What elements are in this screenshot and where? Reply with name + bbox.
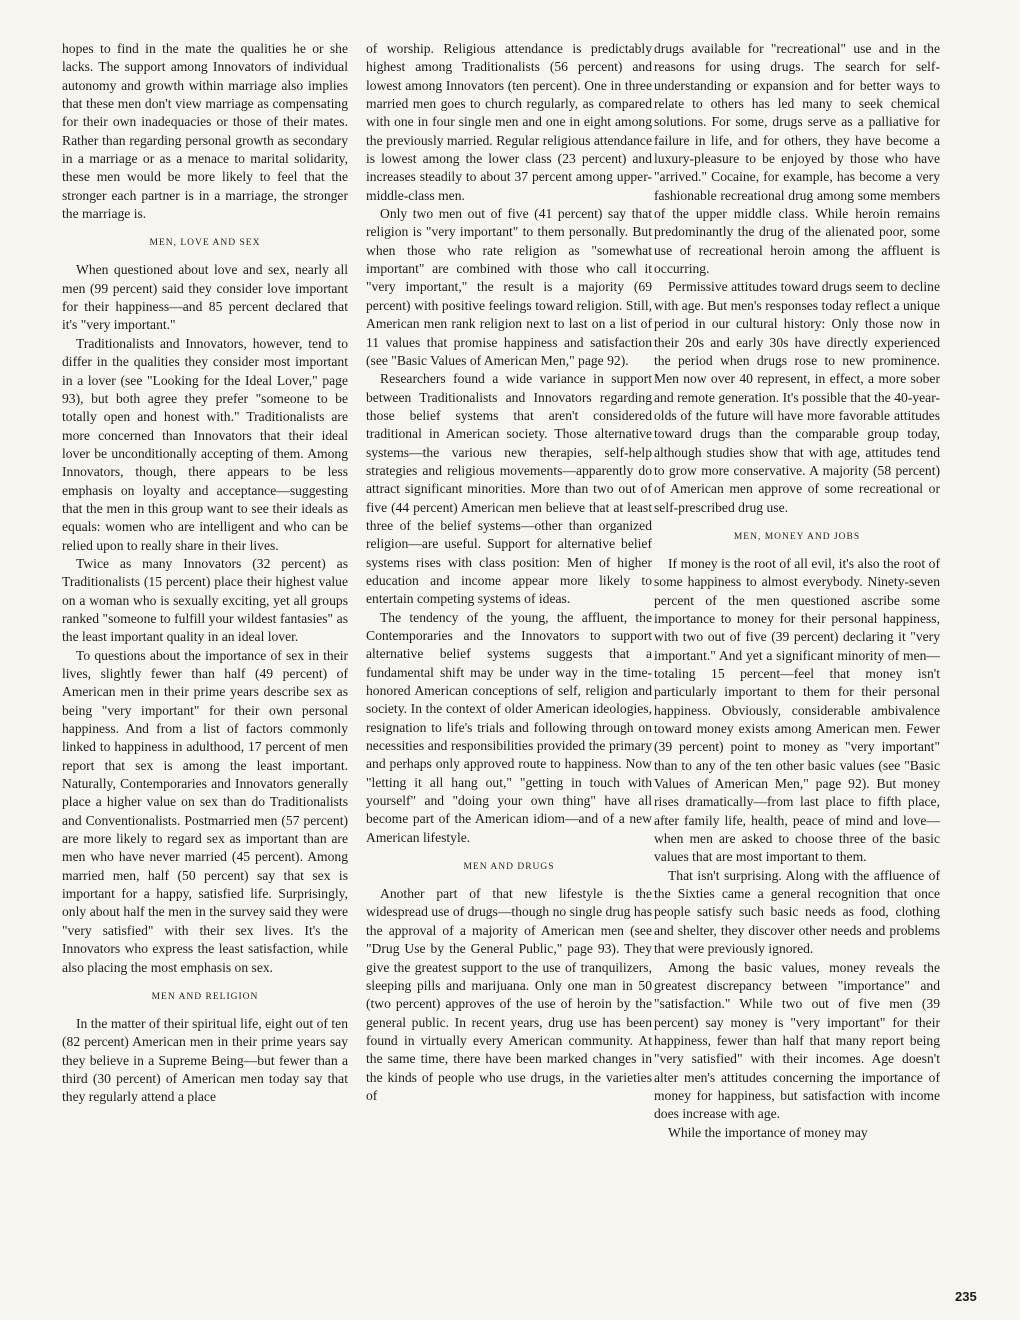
paragraph: Another part of that new lifestyle is the widespread use of drugs—though no single drug has the approval of a majority of American men (see "Drug Use by the General Public," page 93). They give the greatest support to the use of tranquilizers, sleeping pills and marijuana. Only one man in 50 (two percent) approves of the use of heroin by the general public. In recent years, drug use has been found in virtually every American community. At the same time, there have been marked changes in the kinds of people who use drugs, in the varieties of <box>366 886 652 1103</box>
page-number: 235 <box>955 1289 977 1304</box>
text-column-3 <box>654 40 940 1142</box>
paragraph: Only two men out of five (41 percent) say that religion is "very important" to them personally. But when those who rate religion as "somewhat important" are combined with those who call it "very important," the result is a majority (69 percent) with positive feelings toward religion. Still, American men rank religion next to last on a list of 11 values that promise happiness and satisfaction (see "Basic Values of American Men," page 92). <box>366 206 652 368</box>
paragraph: Researchers found a wide variance in support between Traditionalists and Innovators regarding those belief systems that aren't considered traditional in American society. Those alternative systems—the various new therapies, self-help strategies and religious movements—apparently do attract significant minorities. More than two out of five (44 percent) American men believe that at least three of the belief systems—other than organized religion—are useful. Support for alternative belief systems rises with class position: Men of higher education and income appear more likely to entertain competing systems of ideas. <box>366 371 652 607</box>
paragraph: If money is the root of all evil, it's also the root of some happiness to almost everybody. Ninety-seven percent of the men questioned ascribe some importance to money for their personal happiness, with two out of five (39 percent) declaring it "very important." And yet a significant minority of men—totaling 15 percent—feel that money isn't particularly important to them for their personal happiness. Obviously, considerable ambivalence toward money exists among American men. Fewer (39 percent) point to money as "very important" than to any of the ten other basic values (see "Basic Values of American Men," page 92). But money rises dramatically—from last place to fifth place, after family life, health, peace of mind and love—when men are asked to choose three of the basic values that are most important to them. <box>654 555 940 865</box>
paragraph: That isn't surprising. Along with the affluence of the Sixties came a general recognition that once people satisfy such basic needs as food, clothing and shelter, they discover other needs and problems that were previously ignored. <box>654 867 940 957</box>
paragraph: hopes to find in the mate the qualities he or she lacks. The support among Innovators of individual autonomy and growth within marriage also implies that these men don't view marriage as compensating for their own inadequacies or those of their mates. Rather than regarding personal growth as secondary in a marriage or as a menace to marital solidarity, these men would be more likely to feel that the stronger each partner is in a marriage, the stronger the marriage is. <box>62 41 348 222</box>
paragraph: To questions about the importance of sex in their lives, slightly fewer than half (49 percent) of American men in their prime years describe sex as being "very important" for their own personal happiness. And from a list of factors commonly linked to happiness in adulthood, 17 percent of men report that sex is among the least important. Naturally, Contemporaries and Innovators generally place a higher value on sex than do Traditionalists and Conventionalists. Postmarried men (57 percent) are more likely to regard sex as important than are men who have never married (45 percent). Among married men, half (50 percent) say that sex is important for a happy, satisfied life. Surprisingly, only about half the men in the survey said they were "very satisfied" with their sex lives. It's the Innovators who express the least satisfaction, while also placing the most emphasis on sex. <box>62 647 348 975</box>
paragraph: Among the basic values, money reveals the greatest discrepancy between "importance" and "satisfaction." While two out of five men (39 percent) say money is "very important" for their happiness, fewer than half that many report being "very satisfied" with their incomes. Age doesn't alter men's attitudes concerning the importance of money for happiness, but satisfaction with income does increase with age. <box>654 959 940 1122</box>
section-heading: MEN, LOVE AND SEX <box>149 238 261 249</box>
paragraph: Permissive attitudes toward drugs seem to decline with age. But men's responses today reflect a unique period in our cultural history: Only those now in their 20s and early 30s have directly experienced the period when drugs rose to new prominence. Men now over 40 represent, in effect, a more sober and remote generation. It's possible that the 40-year-olds of the future will have more favorable attitudes toward drugs than the comparable group today, although studies show that with age, attitudes tend to grow more conservative. A majority (58 percent) of American men approve of some recreational or self-prescribed drug use. <box>654 279 940 515</box>
paragraph: While the importance of money may <box>668 1124 868 1140</box>
paragraph: of worship. Religious attendance is predictably highest among Traditionalists (56 percent) and lowest among Innovators (ten percent). One in three married men goes to church regularly, as compared with one in four single men and one in eight among the previously married. Regular religious attendance is lowest among the lower class (23 percent) and increases steadily to about 37 percent among upper-middle-class men. <box>366 41 652 203</box>
section-heading: MEN AND DRUGS <box>463 862 555 873</box>
paragraph: Twice as many Innovators (32 percent) as Traditionalists (15 percent) place their highest value on a woman who is sexually exciting, yet all groups ranked "someone to fulfill your wildest fantasies" as the least important quality in an ideal lover. <box>62 555 348 645</box>
section-heading: MEN AND RELIGION <box>151 991 259 1002</box>
text-column-2 <box>366 40 652 1105</box>
paragraph: In the matter of their spiritual life, eight out of ten (82 percent) American men in their prime years say they believe in a Supreme Being—but fewer than a third (30 percent) of American men today say that they regularly attend a place <box>62 1015 348 1105</box>
section-heading: MEN, MONEY AND JOBS <box>733 531 861 542</box>
paragraph: drugs available for "recreational" use and in the reasons for using drugs. The search for self-understanding or expansion and for better ways to relate to others has led many to seek chemical solutions. For some, drugs serve as a palliative for failure in life, and for others, they have become a luxury-pleasure to be enjoyed by those who have "arrived." Cocaine, for example, has become a very fashionable recreational drug among some members of the upper middle class. While heroin remains predominantly the drug of the alienated poor, some use of recreational heroin among the affluent is occurring. <box>654 41 940 277</box>
paragraph: The tendency of the young, the affluent, the Contemporaries and the Innovators to support alternative belief systems suggests that a fundamental shift may be under way in the time-honored American conceptions of self, religion and society. In the context of older American ideologies, resignation to life's trials and following through on necessities and responsibilities provided the primary and perhaps only approved route to happiness. Now "letting it all hang out," "getting in touch with yourself" and "doing your own thing" have all become part of the American idiom—and of a new American lifestyle. <box>366 609 652 845</box>
paragraph: Traditionalists and Innovators, however, tend to differ in the qualities they consider most important in a lover (see "Looking for the Ideal Lover," page 93), but both agree they prefer "someone to be totally open and honest with." Traditionalists are more concerned than Innovators that their ideal lover be unconditionally accepting of them. Among Innovators, though, there appears to be less emphasis on loyalty and acceptance—suggesting that the men in this group want to see their ideals as equals: women who are intelligent and who can be relied upon to really share in their lives. <box>62 335 348 553</box>
paragraph: When questioned about love and sex, nearly all men (99 percent) said they consider love important for their happiness—and 85 percent declared that it's "very important." <box>62 262 348 333</box>
text-column-1 <box>62 40 348 1107</box>
